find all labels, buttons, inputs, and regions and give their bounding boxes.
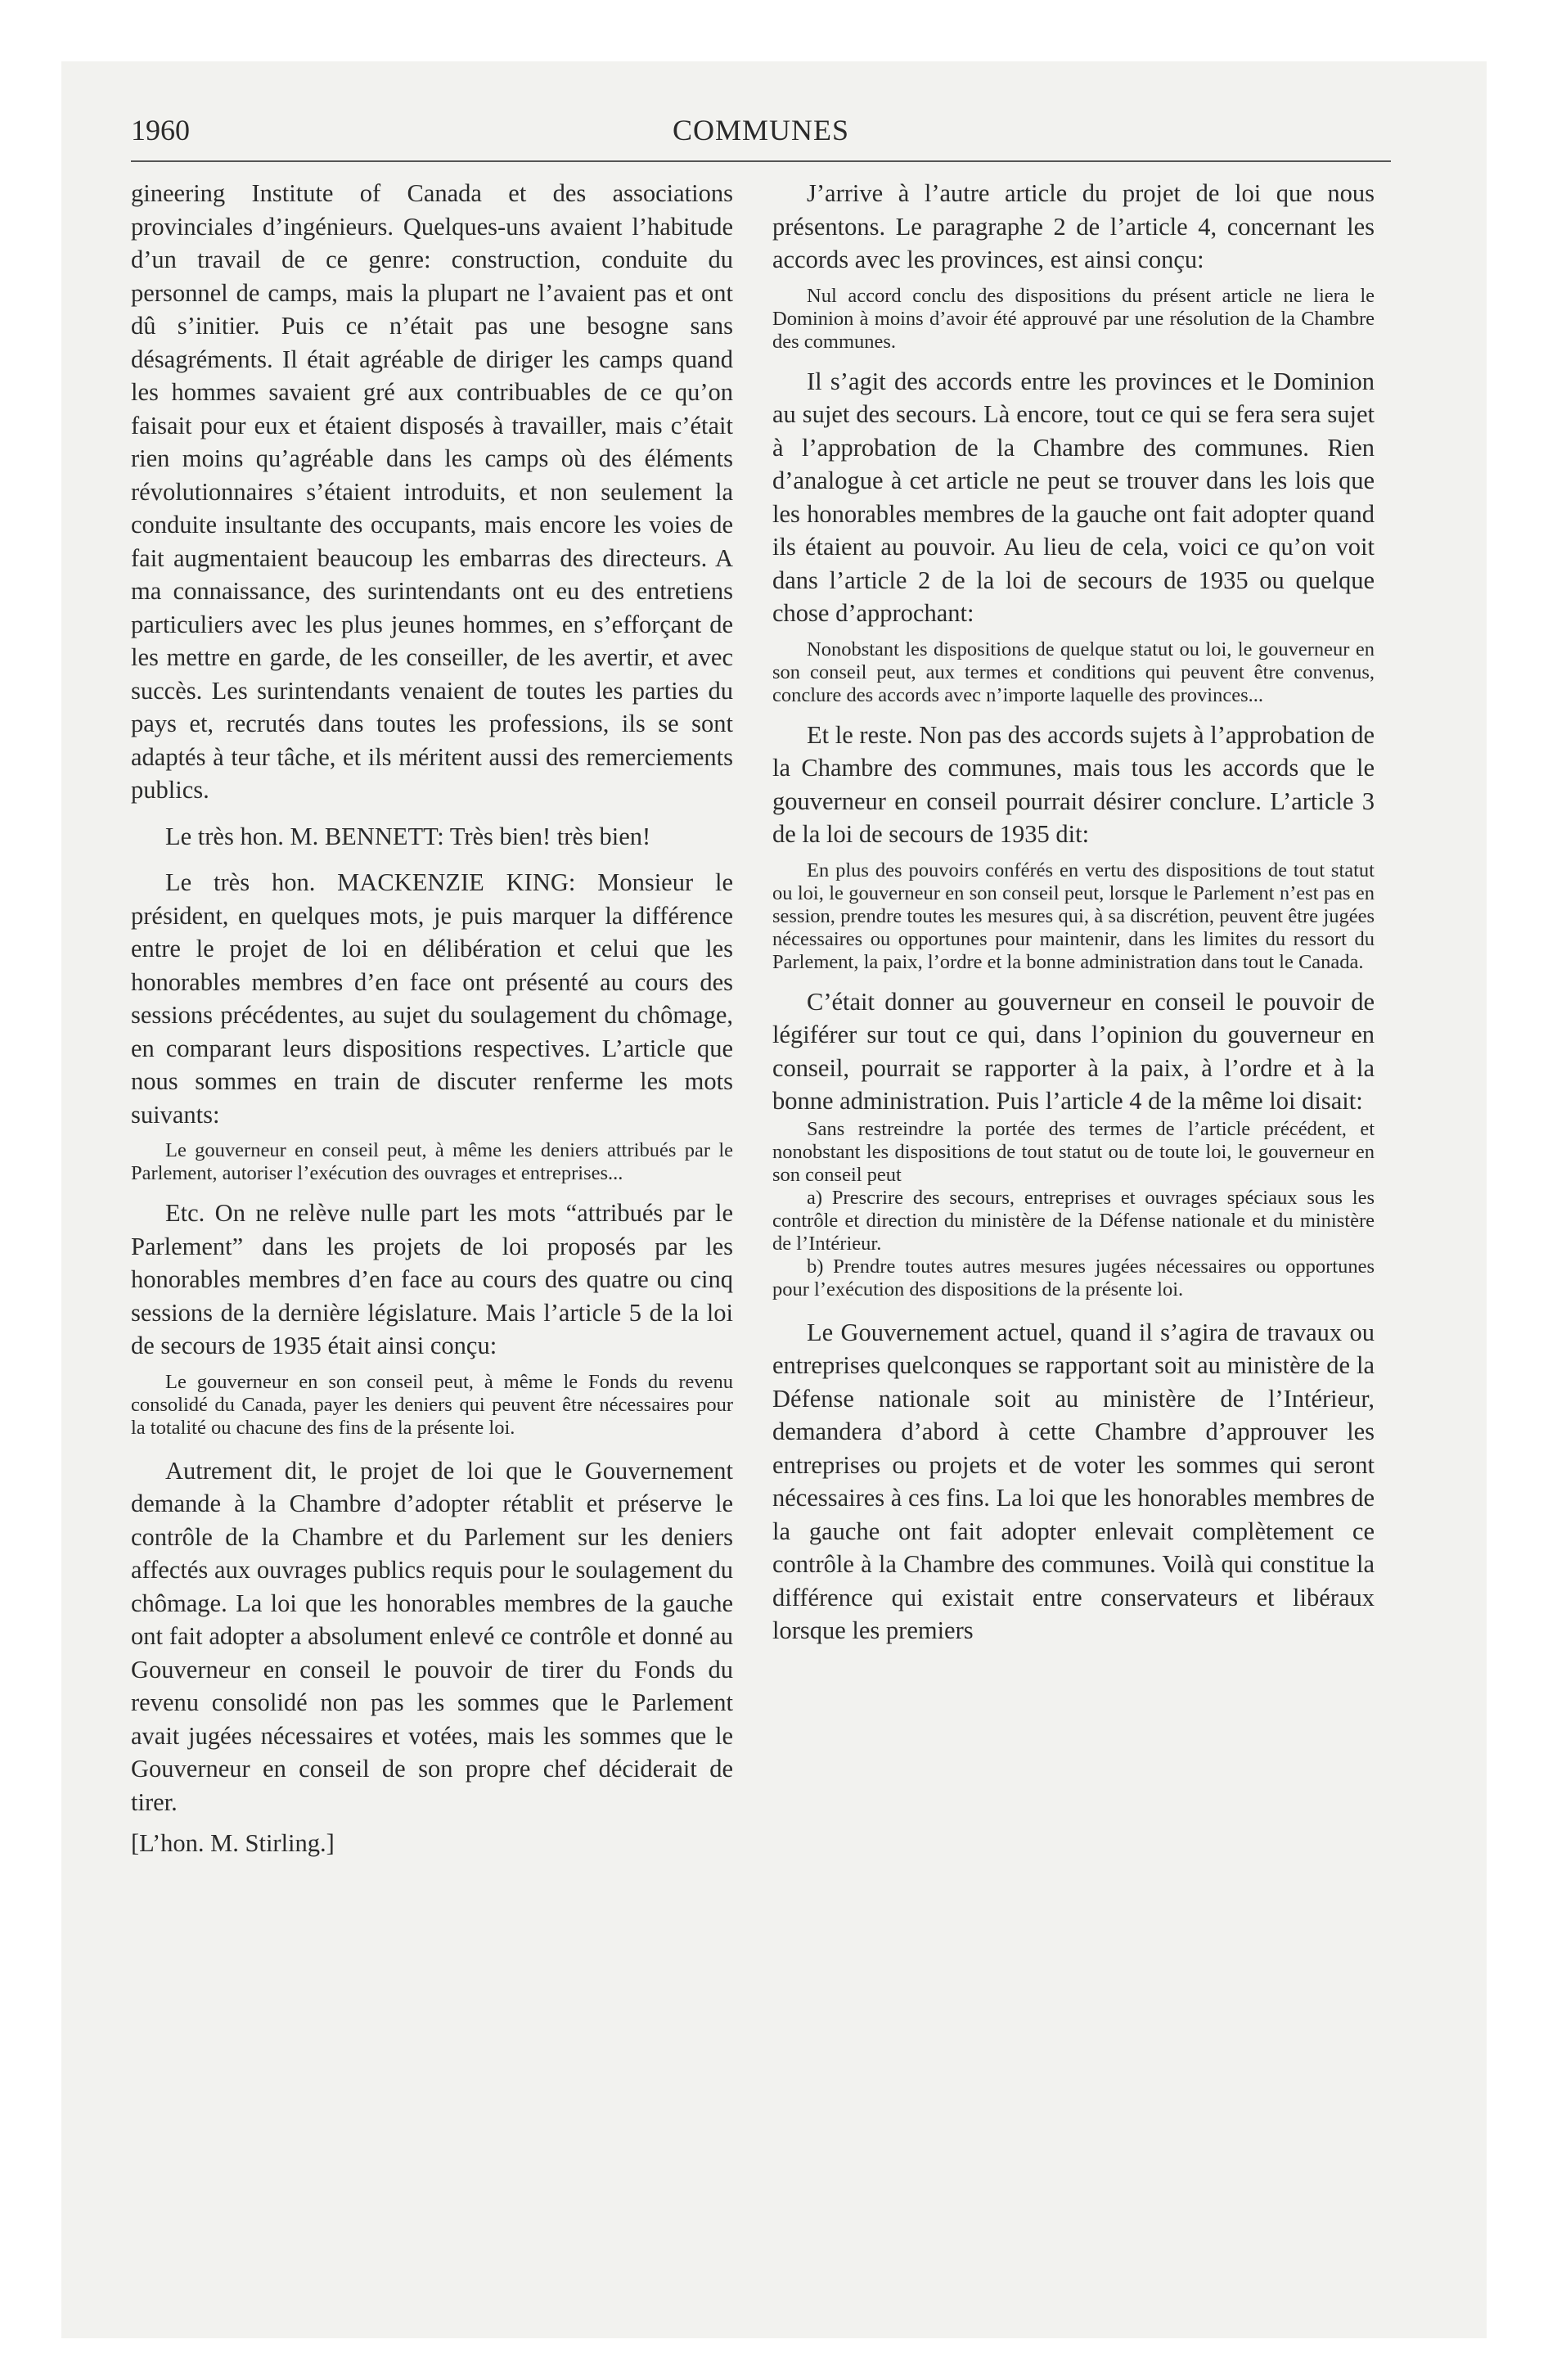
- paragraph-gouvernement-actuel: Le Gouvernement actuel, quand il s’agira de travaux ou entreprises quelconques se rapportant soit au ministère de la Défense nationale soit au ministère de l’Intérieur, demandera d’abord à cette Chambre d’approuver les entreprises ou projets et de voter les sommes qui seront nécessaires à ces fins. La loi que les honorables membres de la gauche ont fait adopter enlevait complètement ce contrôle à la Chambre des communes. Voilà qui constitue la différence qui existait entre conservateurs et libéraux lorsque les premiers: [772, 1318, 1375, 1644]
- quote-article-5: Le gouverneur en son conseil peut, à même le Fonds du revenu consolidé du Canada, payer les deniers qui peuvent être nécessaires pour la totalité ou chacune des fins de la présente loi.: [131, 1370, 733, 1439]
- header-rule: [131, 160, 1391, 162]
- quote-article-4-intro: Sans restreindre la portée des termes de l’article précédent, et nonobstant les dispositions de tout statut ou de toute loi, le gouverneur en son conseil peut: [772, 1117, 1375, 1186]
- paragraph-etc: Etc. On ne relève nulle part les mots “attribués par le Parlement” dans les projets de loi proposés par les honorables membres d’en face au cours des quatre ou cinq sessions de la dernière législature. Mais l’article 5 de la loi de secours de 1935 était ainsi conçu:: [131, 1199, 733, 1359]
- running-head: COMMUNES: [672, 114, 850, 146]
- paragraph-mackenzie-king: Le très hon. MACKENZIE KING: Monsieur le président, en quelques mots, je puis marquer la différence entre le projet de loi en délibération et celui que les honorables membres d’en face ont présenté au cours des sessions précédentes, au sujet du soulagement du chômage, en comparant leurs dispositions respectives. L’article que nous sommes en train de discuter renferme les mots suivants:: [131, 868, 733, 1129]
- quote-item-b: b) Prendre toutes autres mesures jugées nécessaires ou opportunes pour l’exécution des dispositions de la présente loi.: [772, 1255, 1375, 1300]
- quote-article-3: En plus des pouvoirs conférés en vertu des dispositions de tout statut ou loi, le gouverneur en son conseil peut, lorsque le Parlement n’est pas en session, prendre toutes les mesures qui, à sa discrétion, peuvent être jugées nécessaires ou opportunes pour maintenir, dans les limites du ressort du Parlement, la paix, l’ordre et la bonne administration dans tout le Canada.: [772, 859, 1375, 973]
- paragraph-article-4: J’arrive à l’autre article du projet de loi que nous présentons. Le paragraphe 2 de l’article 4, concernant les accords avec les provinces, est ainsi conçu:: [772, 179, 1375, 273]
- quote-article-2: Nonobstant les dispositions de quelque statut ou loi, le gouverneur en son conseil peut, aux termes et conditions qui peuvent être convenus, conclure des accords avec n’importe laquelle des provinces...: [772, 638, 1375, 706]
- speaker-attribution: [L’hon. M. Stirling.]: [131, 1829, 335, 1857]
- page-number: 1960: [131, 114, 190, 146]
- paragraph-autrement-dit: Autrement dit, le projet de loi que le Gouvernement demande à la Chambre d’adopter rétablit et préserve le contrôle de la Chambre et du Parlement sur les deniers affectés aux ouvrages publics requis pour le soulagement du chômage. La loi que les honorables membres de la gauche ont fait adopter a absolument enlevé ce contrôle et donné au Gouverneur en conseil le pouvoir de tirer du Fonds du revenu consolidé non pas les sommes que le Parlement avait jugées nécessaires et votées, mais les sommes que le Gouverneur en conseil de son propre chef déciderait de tirer.: [131, 1456, 733, 1816]
- page-header: [131, 105, 1391, 154]
- paragraph-bennett: Le très hon. M. BENNETT: Très bien! très bien!: [165, 822, 651, 850]
- left-column: [131, 177, 733, 1860]
- paragraph-et-le-reste: Et le reste. Non pas des accords sujets à l’approbation de la Chambre des communes, mais tous les accords que le gouverneur en conseil pourrait désirer conclure. L’article 3 de la loi de secours de 1935 dit:: [772, 720, 1375, 848]
- quote-accord: Nul accord conclu des dispositions du présent article ne liera le Dominion à moins d’avoir été approuvé par une résolution de la Chambre des communes.: [772, 284, 1375, 353]
- quote-item-a: a) Prescrire des secours, entreprises et ouvrages spéciaux sous les contrôle et direction du ministère de la Défense nationale et du ministère de l’Intérieur.: [772, 1186, 1375, 1255]
- paragraph-accords: Il s’agit des accords entre les provinces et le Dominion au sujet des secours. Là encore, tout ce qui se fera sera sujet à l’approbation de la Chambre des communes. Rien d’analogue à cet article ne peut se trouver dans les lois que les honorables membres de la gauche ont fait adopter quand ils étaient au pouvoir. Au lieu de cela, voici ce qu’on voit dans l’article 2 de la loi de secours de 1935 ou quelque chose d’approchant:: [772, 367, 1375, 627]
- paragraph-legiferer: C’était donner au gouverneur en conseil le pouvoir de légiférer sur tout ce qui, dans l’opinion du gouverneur en conseil, pourrait se rapporter à la paix, à l’ordre et à la bonne administration. Puis l’article 4 de la même loi disait:: [772, 987, 1375, 1115]
- right-column: [772, 177, 1375, 1648]
- quote-article: Le gouverneur en conseil peut, à même les deniers attribués par le Parlement, autoriser l’exécution des ouvrages et entreprises...: [131, 1139, 733, 1184]
- paragraph-continuation: gineering Institute of Canada et des associations provinciales d’ingénieurs. Quelques-uns avaient l’habitude d’un travail de ce genre: construction, conduite du personnel de camps, mais la plupart ne l’avaient pas et ont dû s’initier. Puis ce n’était pas une besogne sans désagréments. Il était agréable de diriger les camps quand les hommes savaient gré aux contribuables de ce qu’on faisait pour eux et étaient disposés à travailler, mais c’était rien moins qu’agréable dans les camps où des éléments révolutionnaires s’étaient introduits, et non seulement la conduite insultante des occupants, mais encore les voies de fait augmentaient beaucoup les embarras des directeurs. A ma connaissance, des surintendants ont eu des entretiens particuliers avec les plus jeunes hommes, en s’efforçant de les mettre en garde, de les conseiller, de les avertir, et avec succès. Les surintendants venaient de toutes les parties du pays et, recrutés dans toutes les professions, ils se sont adaptés à teur tâche, et ils méritent aussi des remerciements publics.: [131, 179, 733, 804]
